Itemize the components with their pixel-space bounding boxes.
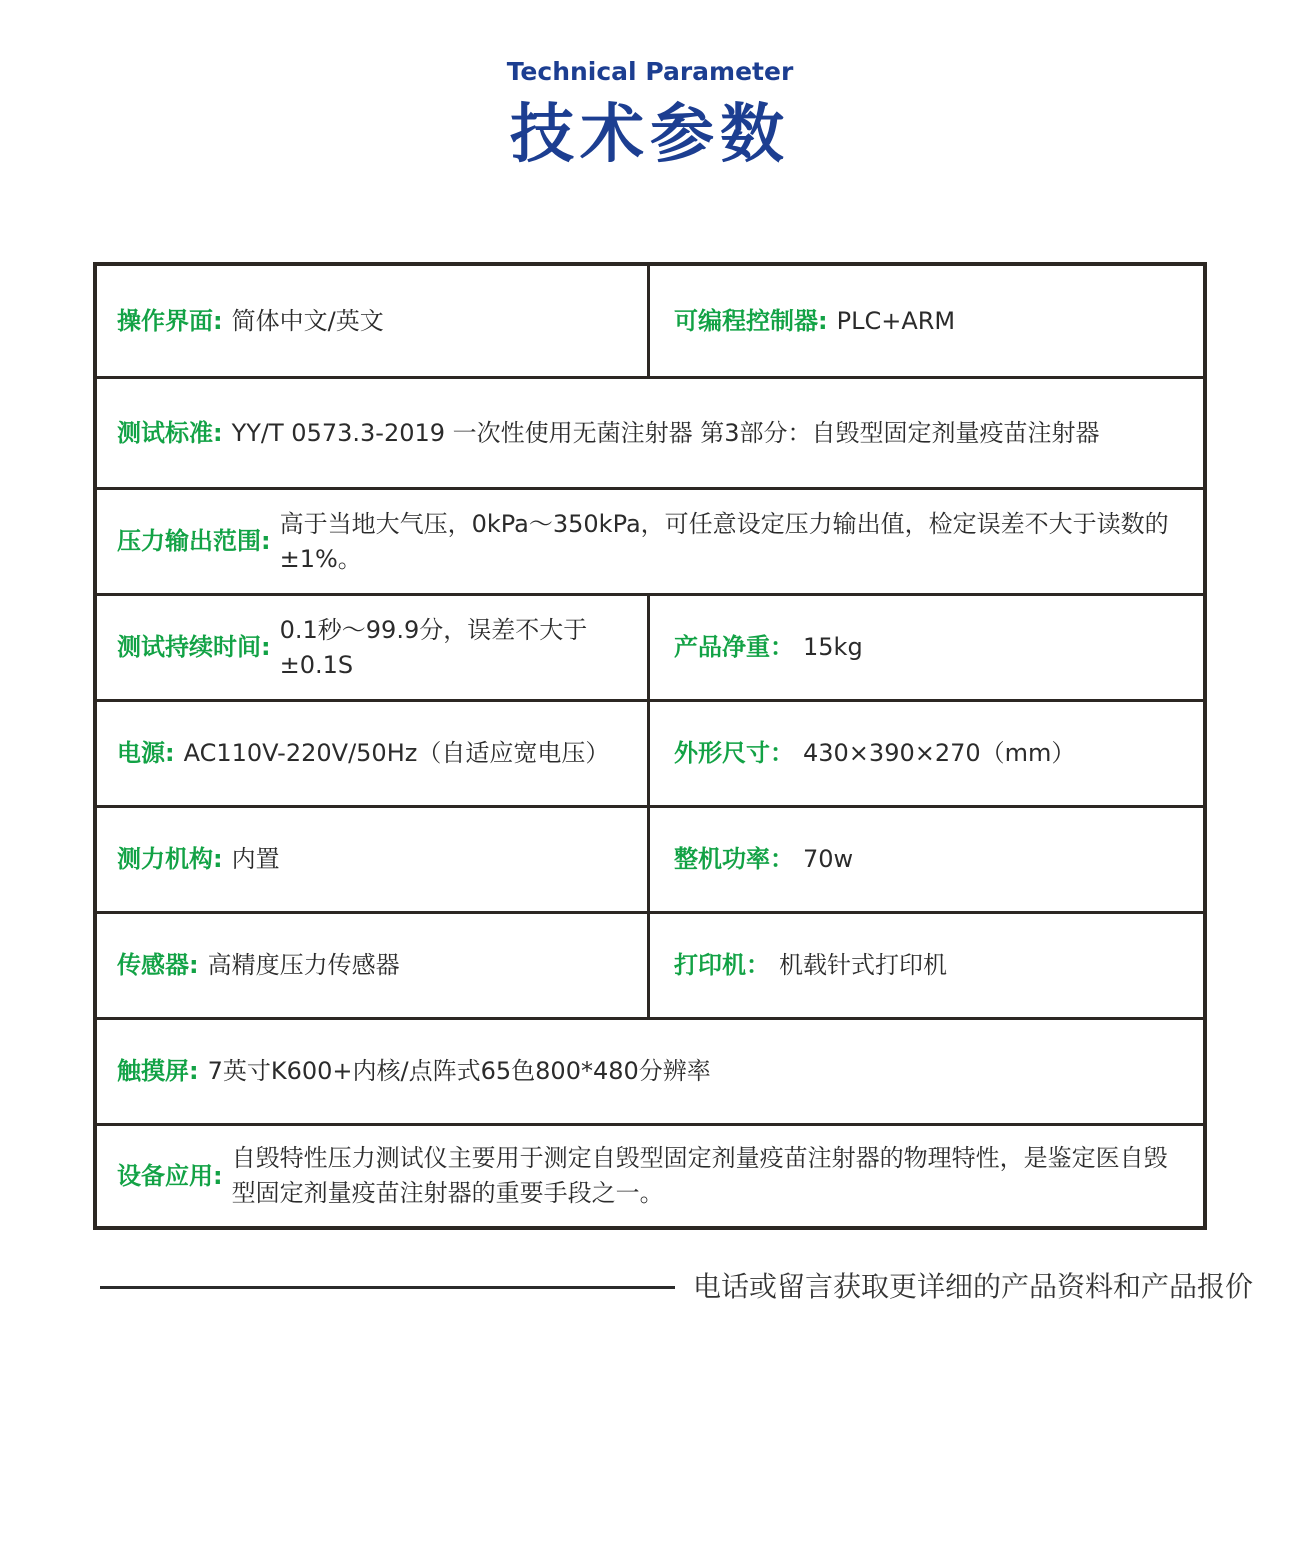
spec-value-dimensions: 430×390×270（mm） (803, 739, 1076, 768)
cell-net-weight (650, 596, 1203, 699)
page-title: 技术参数 (510, 97, 790, 172)
table-row-touchscreen (97, 1017, 1203, 1123)
table-row-duration-weight (97, 593, 1203, 699)
spec-value-device-application: 自毁特性压力测试仪主要用于测定自毁型固定剂量疫苗注射器的物理特性，是鉴定医自毁型固定剂量疫苗注射器的重要手段之一。 (231, 1144, 1168, 1207)
spec-label-programmable-controller: 可编程控制器: (674, 306, 828, 335)
spec-value-programmable-controller: PLC+ARM (836, 306, 956, 335)
table-row-mechanism-power (97, 805, 1203, 911)
spec-value-pressure-output-range: 高于当地大气压，0kPa～350kPa，可任意设定压力输出值，检定误差不大于读数的±1%。 (279, 509, 1169, 573)
spec-label-test-duration: 测试持续时间: (117, 633, 271, 662)
cell-printer (650, 914, 1203, 1017)
table-row-sensor-printer (97, 911, 1203, 1017)
cell-power-supply (97, 702, 650, 805)
spec-value-printer: 机载针式打印机 (779, 951, 947, 980)
subtitle-english: Technical Parameter (506, 57, 794, 86)
footer-divider-line (100, 1286, 675, 1289)
spec-value-power-supply: AC110V-220V/50Hz（自适应宽电压） (183, 739, 610, 768)
table-row-interface-controller (97, 266, 1203, 376)
spec-value-sensor: 高精度压力传感器 (207, 951, 400, 980)
spec-label-operation-interface: 操作界面: (117, 306, 223, 335)
table-row-test-standard (97, 376, 1203, 487)
spec-label-pressure-output-range: 压力输出范围: (117, 527, 271, 556)
spec-label-force-mechanism: 测力机构: (117, 845, 223, 874)
cell-operation-interface (97, 266, 650, 376)
spec-label-test-standard: 测试标准: (117, 418, 223, 447)
cell-sensor (97, 914, 650, 1017)
table-row-application (97, 1123, 1203, 1226)
spec-label-sensor: 传感器: (117, 951, 199, 980)
spec-label-total-power: 整机功率： (674, 845, 794, 874)
table-row-pressure-output (97, 487, 1203, 593)
spec-label-dimensions: 外形尺寸： (674, 739, 794, 768)
table-row-power-dimensions (97, 699, 1203, 805)
spec-value-force-mechanism: 内置 (231, 845, 280, 874)
cell-test-standard (97, 379, 1203, 487)
cell-total-power (650, 808, 1203, 911)
spec-label-touchscreen: 触摸屏: (117, 1057, 199, 1086)
spec-label-power-supply: 电源: (117, 739, 175, 768)
footer-contact-note: 电话或留言获取更详细的产品资料和产品报价 (693, 1270, 1254, 1303)
spec-value-touchscreen: 7英寸K600+内核/点阵式65色800*480分辨率 (207, 1057, 711, 1086)
spec-value-total-power: 70w (803, 845, 854, 874)
spec-label-net-weight: 产品净重： (674, 633, 794, 662)
spec-value-test-standard: YY/T 0573.3-2019 一次性使用无菌注射器 第3部分：自毁型固定剂量疫苗注射器 (231, 418, 1100, 447)
spec-table (93, 262, 1207, 1230)
cell-force-mechanism (97, 808, 650, 911)
spec-value-operation-interface: 简体中文/英文 (231, 306, 384, 335)
cell-touchscreen (97, 1020, 1203, 1123)
spec-label-printer: 打印机： (674, 951, 770, 980)
page-header (0, 0, 1300, 170)
spec-value-net-weight: 15kg (803, 633, 863, 662)
cell-test-duration (97, 596, 650, 699)
cell-device-application (97, 1126, 1203, 1226)
cell-pressure-output-range (97, 490, 1203, 593)
cell-programmable-controller (650, 266, 1203, 376)
spec-value-test-duration: 0.1秒～99.9分，误差不大于±0.1S (279, 615, 588, 679)
footer (100, 1262, 1254, 1312)
cell-dimensions (650, 702, 1203, 805)
spec-label-device-application: 设备应用: (117, 1161, 223, 1190)
